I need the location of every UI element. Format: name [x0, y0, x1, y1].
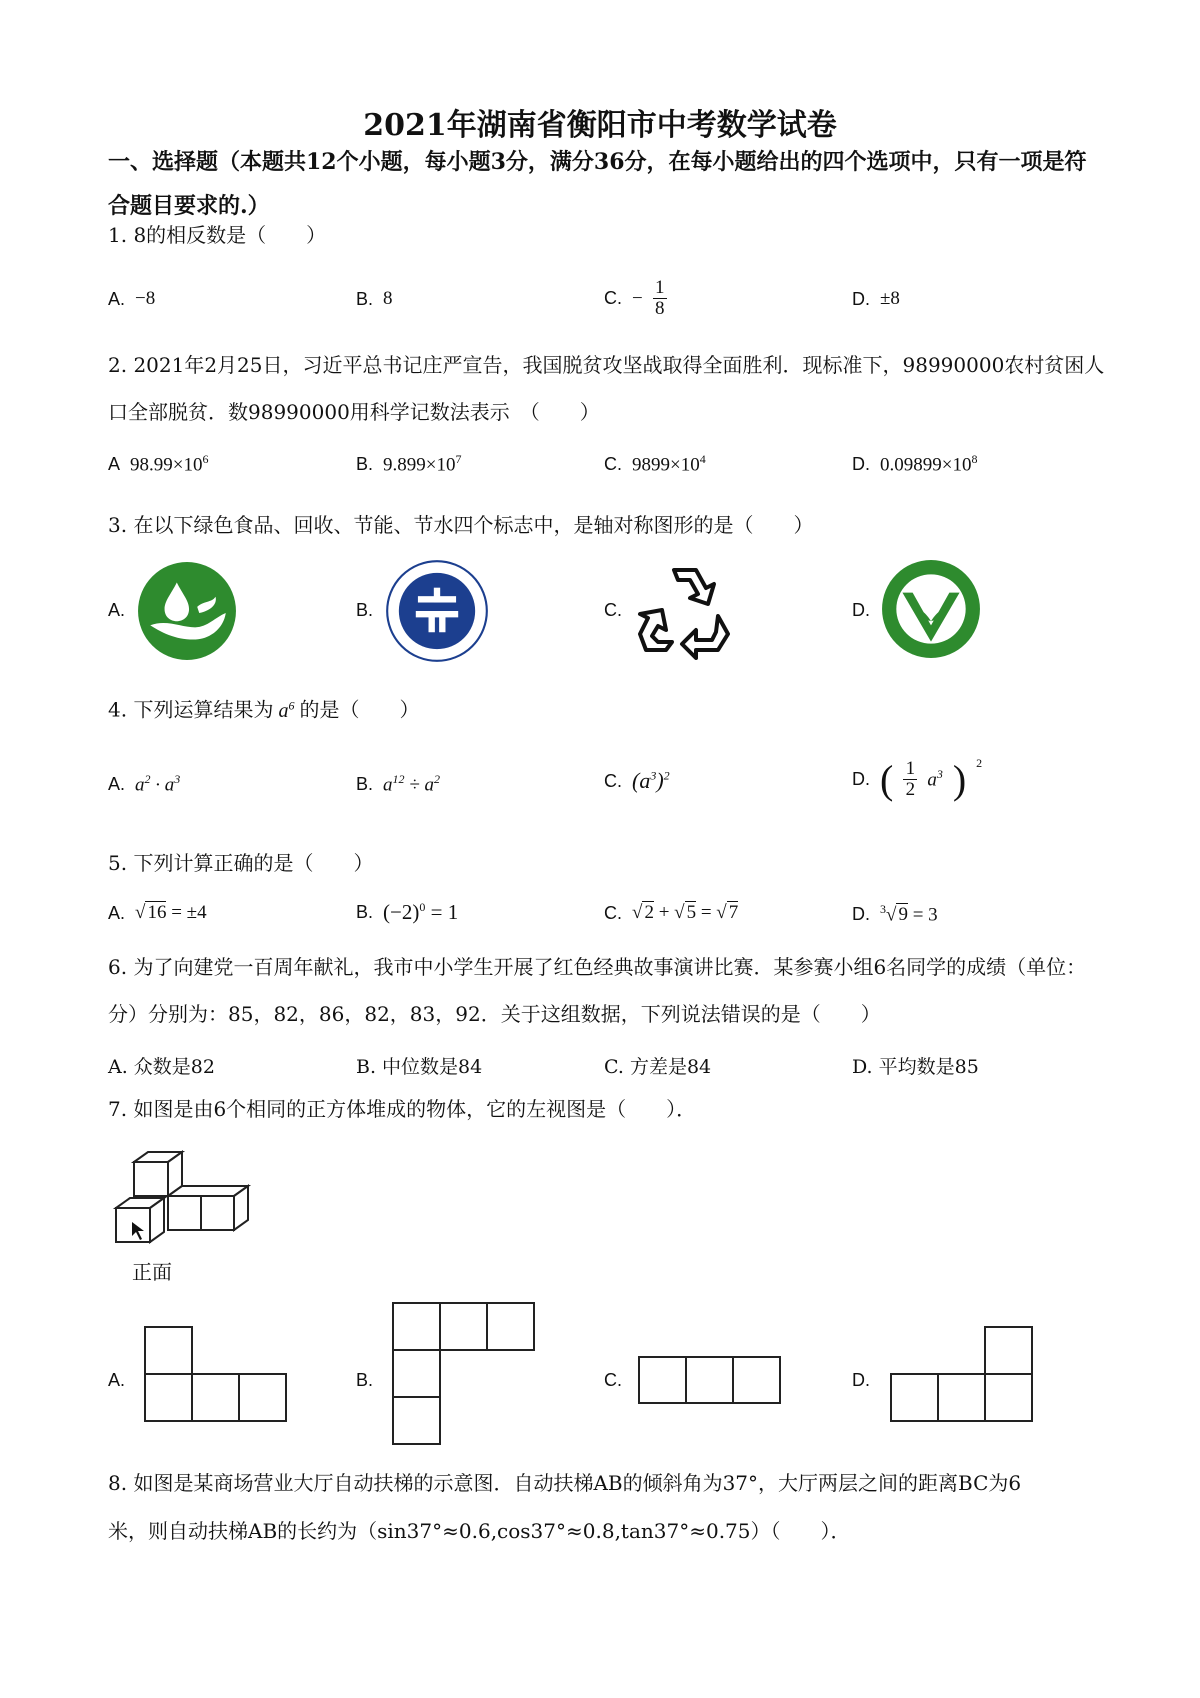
q1-option-d: D. ±8 [852, 288, 900, 309]
q7-option-d-label: D. [852, 1370, 870, 1390]
q4-option-b: B. $a^{12} \div a^2$ [356, 772, 440, 796]
q4-option-a: A. $a^2 \cdot a^3$ [108, 772, 181, 796]
page-title: 2021年湖南省衡阳市中考数学试卷 [363, 108, 837, 143]
section-heading: 一、选择题（本题共12个小题，每小题3分，满分36分，在每小题给出的四个选项中，只有一项是符合题目要求的.） [108, 149, 1087, 219]
recycle-logo-icon [636, 560, 736, 660]
water-saving-logo-icon [880, 558, 982, 660]
q7-option-a-figure [144, 1326, 288, 1422]
q7-option-b-label: B. [356, 1370, 374, 1390]
q6-option-c: C. 方差是84 [604, 1056, 712, 1078]
q3-option-d-label: D. [852, 600, 870, 620]
q7-option-a-label: A. [108, 1370, 126, 1390]
front-view-label: 正面 [132, 1260, 172, 1284]
q4-option-d: D. ( $\frac{1}{2}$ $a^3$ ) $^2$ [852, 756, 983, 802]
question-2-stem: 2. 2021年2月25日，习近平总书记庄严宣告，我国脱贫攻坚战取得全面胜利．现标准下，98990000农村贫困人口全部脱贫．数98990000用科学记数法表示 （ ） [108, 353, 1105, 424]
q4-option-c: C. $(a^3)^2$ [604, 768, 670, 793]
q6-option-a: A. 众数是82 [108, 1056, 215, 1078]
q7-option-c-figure [638, 1356, 782, 1404]
q6-option-b: B. 中位数是84 [356, 1056, 483, 1078]
fraction-one-eighth: $\frac{1}{8}$ [653, 278, 667, 319]
q7-option-b-figure [392, 1302, 536, 1446]
q3-option-b-label: B. [356, 600, 374, 620]
question-6-stem: 6. 为了向建党一百周年献礼，我市中小学生开展了红色经典故事演讲比赛．某参赛小组6名同学的成绩（单位：分）分别为：85，82，86，82，83，92．关于这组数据，下列说法错误的是（ ） [108, 955, 1087, 1026]
q2-option-c: C. $9899\times 10^4$ [604, 452, 706, 476]
q3-option-a-label: A. [108, 600, 126, 620]
q5-option-a: A. √ 16 = ±4 [108, 902, 207, 923]
q6-option-d: D. 平均数是85 [852, 1056, 979, 1078]
green-food-logo-icon [136, 560, 238, 662]
question-7-stem: 7. 如图是由6个相同的正方体堆成的物体，它的左视图是（ ）． [108, 1097, 697, 1121]
q1-option-c: C. − $\frac{1}{8}$ [604, 278, 667, 319]
question-1-stem: 1. 8的相反数是（ ） [108, 223, 327, 247]
question-8-stem-line2: 米，则自动扶梯AB的长约为（sin37°≈0.6,cos37°≈0.8,tan37°≈0.75）（ ）． [108, 1519, 851, 1543]
q1-option-b: B. 8 [356, 288, 393, 309]
q3-option-c-label: C. [604, 600, 622, 620]
q2-option-b: B. $9.899\times 10^7$ [356, 452, 462, 476]
q2-option-d: D. $0.09899\times 10^8$ [852, 452, 978, 476]
question-5-stem: 5. 下列计算正确的是（ ） [108, 851, 374, 875]
q7-option-d-figure [890, 1326, 1034, 1422]
question-4-stem: 4. 下列运算结果为 $a^6$ 的是（ ） [108, 697, 420, 722]
question-8-stem-line1: 8. 如图是某商场营业大厅自动扶梯的示意图．自动扶梯AB的倾斜角为37°，大厅两层之间的距离BC为6 [108, 1471, 1022, 1495]
question-3-stem: 3. 在以下绿色食品、回收、节能、节水四个标志中，是轴对称图形的是（ ） [108, 513, 814, 537]
q5-option-b: B. $(-2)^0 = 1$ [356, 900, 459, 924]
q5-option-c: C. √ 2 + √ 5 = √ 7 [604, 902, 739, 923]
q2-option-a: A $98.99\times 10^6$ [108, 452, 209, 476]
energy-saving-logo-icon [384, 558, 490, 664]
q1-option-a: A. −8 [108, 288, 156, 309]
q7-option-c-label: C. [604, 1370, 622, 1390]
q5-option-d: D. $^3$√ 9 = 3 [852, 902, 938, 926]
cube-stack-figure [110, 1148, 260, 1258]
